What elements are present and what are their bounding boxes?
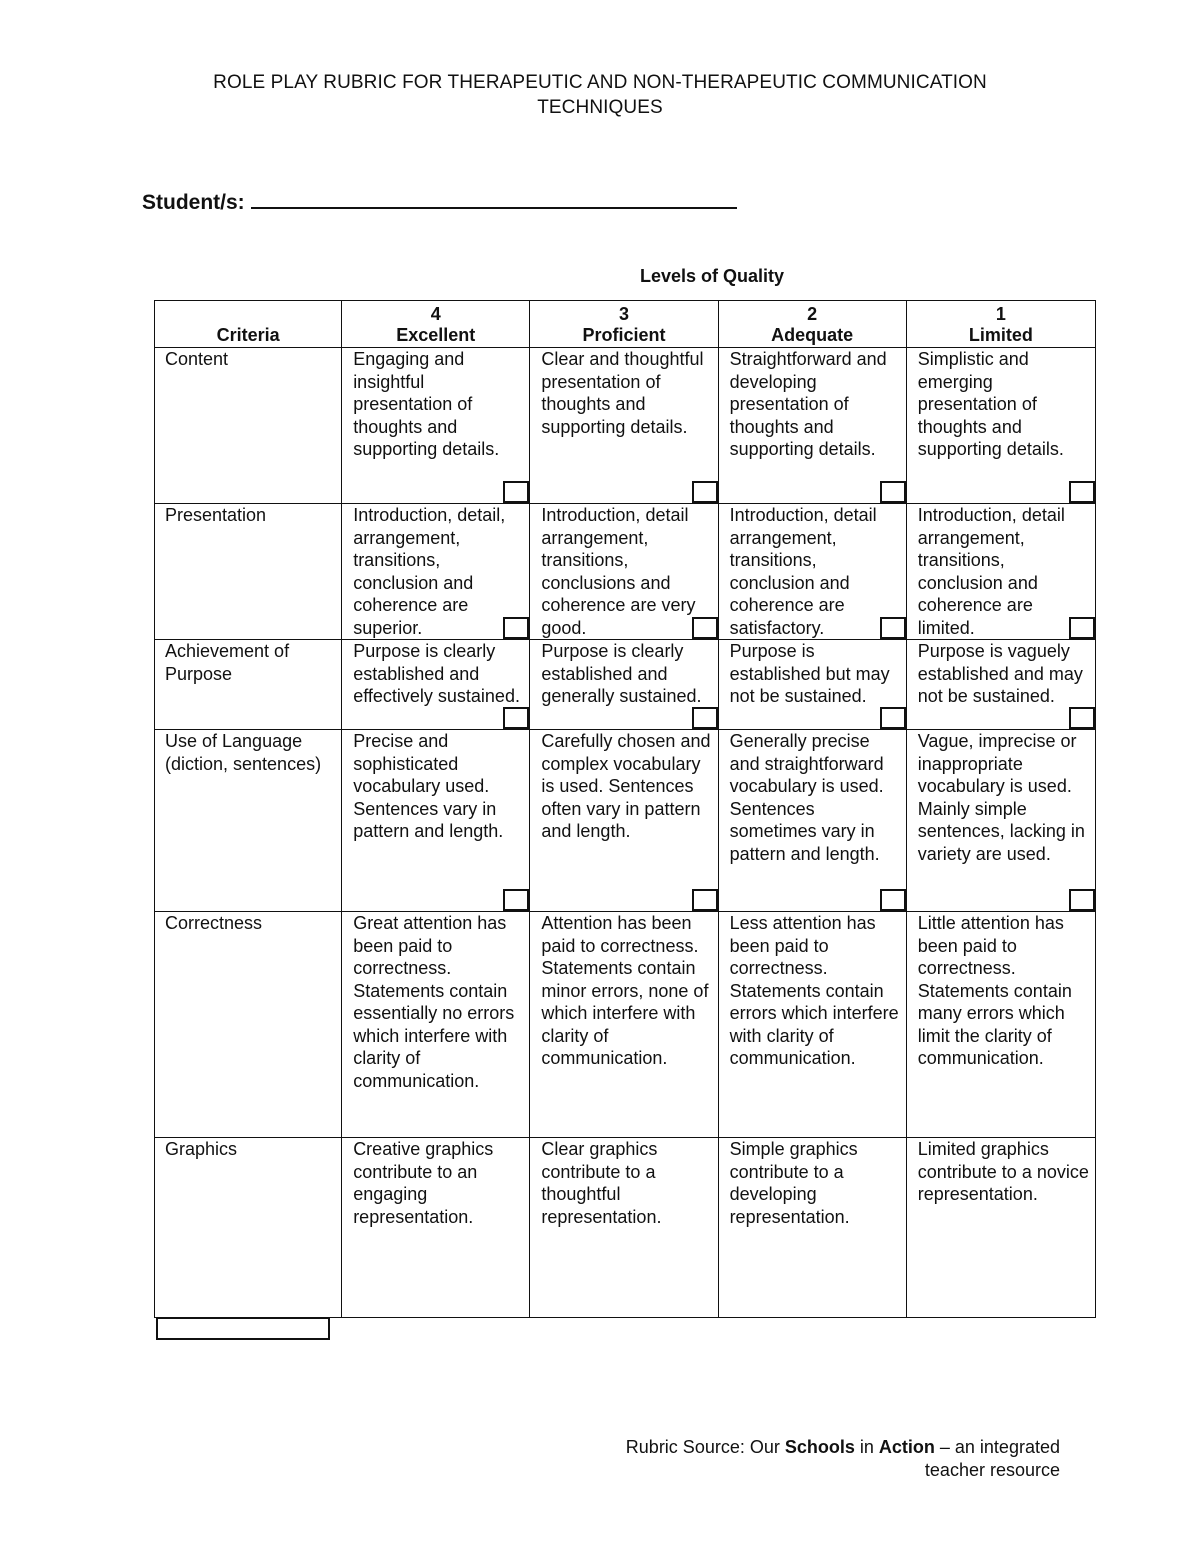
criteria-cell: Graphics [155, 1138, 342, 1318]
score-checkbox[interactable] [503, 481, 529, 503]
level-header-1: 1 Limited [906, 301, 1095, 348]
student-name-blank[interactable] [251, 187, 737, 209]
rubric-row-presentation [155, 504, 1096, 640]
rubric-row-content [155, 348, 1096, 504]
score-checkbox[interactable] [692, 617, 718, 639]
student-field[interactable] [142, 187, 737, 215]
score-checkbox[interactable] [503, 889, 529, 911]
document-title [0, 70, 1200, 120]
student-label: Student/s: [142, 191, 245, 214]
descriptor-cell: Carefully chosen and complex vocabulary is used. Sentences often vary in pattern and length. [530, 730, 718, 912]
rubric-source: Rubric Source: Our Schools in Action – an integrated teacher resource [625, 1437, 1060, 1480]
title-line-1: ROLE PLAY RUBRIC FOR THERAPEUTIC AND NON-THERAPEUTIC COMMUNICATION [213, 72, 987, 93]
rubric-table [154, 300, 1096, 1318]
criteria-header: Criteria [155, 301, 342, 348]
score-checkbox[interactable] [692, 889, 718, 911]
descriptor-cell: Purpose is established but may not be sustained. [718, 640, 906, 730]
score-checkbox[interactable] [880, 617, 906, 639]
descriptor-cell: Purpose is clearly established and effectively sustained. [342, 640, 530, 730]
score-checkbox[interactable] [880, 889, 906, 911]
criteria-cell: Use of Language (diction, sentences) [155, 730, 342, 912]
levels-of-quality-label: Levels of Quality [640, 266, 785, 286]
descriptor-cell: Great attention has been paid to correctness. Statements contain essentially no errors which interfere with clarity of communication. [342, 912, 530, 1138]
descriptor-cell: Limited graphics contribute to a novice representation. [906, 1138, 1095, 1318]
level-header-4: 4 Excellent [342, 301, 530, 348]
score-checkbox[interactable] [1069, 707, 1095, 729]
score-checkbox[interactable] [692, 707, 718, 729]
descriptor-cell: Engaging and insightful presentation of thoughts and supporting details. [342, 348, 530, 504]
descriptor-cell: Clear and thoughtful presentation of thoughts and supporting details. [530, 348, 718, 504]
descriptor-cell: Vague, imprecise or inappropriate vocabulary is used. Mainly simple sentences, lacking in variety are used. [906, 730, 1095, 912]
descriptor-cell: Creative graphics contribute to an engaging representation. [342, 1138, 530, 1318]
score-checkbox[interactable] [503, 617, 529, 639]
descriptor-cell: Introduction, detail arrangement, transitions, conclusion and coherence are satisfactory. [718, 504, 906, 640]
rubric-row-use-of-language [155, 730, 1096, 912]
descriptor-cell: Little attention has been paid to correctness. Statements contain many errors which limit the clarity of communication. [906, 912, 1095, 1138]
descriptor-cell: Introduction, detail, arrangement, transitions, conclusion and coherence are superior. [342, 504, 530, 640]
descriptor-cell: Straightforward and developing presentation of thoughts and supporting details. [718, 348, 906, 504]
criteria-cell: Correctness [155, 912, 342, 1138]
descriptor-cell: Introduction, detail arrangement, transitions, conclusion and coherence are limited. [906, 504, 1095, 640]
descriptor-cell: Attention has been paid to correctness. Statements contain minor errors, none of which interfere with clarity of communication. [530, 912, 718, 1138]
rubric-row-correctness [155, 912, 1096, 1138]
descriptor-cell: Simple graphics contribute to a developing representation. [718, 1138, 906, 1318]
level-header-2: 2 Adequate [718, 301, 906, 348]
descriptor-cell: Purpose is clearly established and generally sustained. [530, 640, 718, 730]
score-checkbox[interactable] [1069, 481, 1095, 503]
descriptor-cell: Clear graphics contribute to a thoughtful representation. [530, 1138, 718, 1318]
descriptor-cell: Less attention has been paid to correctness. Statements contain errors which interfere with clarity of communication. [718, 912, 906, 1138]
descriptor-cell: Introduction, detail arrangement, transitions, conclusions and coherence are very good. [530, 504, 718, 640]
score-checkbox[interactable] [880, 481, 906, 503]
score-checkbox[interactable] [692, 481, 718, 503]
rubric-row-achievement-of-purpose [155, 640, 1096, 730]
descriptor-cell: Simplistic and emerging presentation of thoughts and supporting details. [906, 348, 1095, 504]
title-line-2: TECHNIQUES [537, 97, 663, 118]
score-checkbox[interactable] [880, 707, 906, 729]
criteria-cell: Achievement of Purpose [155, 640, 342, 730]
criteria-cell: Content [155, 348, 342, 504]
level-header-3: 3 Proficient [530, 301, 718, 348]
descriptor-cell: Purpose is vaguely established and may not be sustained. [906, 640, 1095, 730]
criteria-cell: Presentation [155, 504, 342, 640]
descriptor-cell: Precise and sophisticated vocabulary used. Sentences vary in pattern and length. [342, 730, 530, 912]
score-checkbox[interactable] [503, 707, 529, 729]
rubric-row-graphics [155, 1138, 1096, 1318]
score-checkbox[interactable] [1069, 617, 1095, 639]
descriptor-cell: Generally precise and straightforward vocabulary is used. Sentences sometimes vary in pattern and length. [718, 730, 906, 912]
header-row [155, 301, 1096, 348]
total-score-box[interactable] [156, 1317, 330, 1340]
score-checkbox[interactable] [1069, 889, 1095, 911]
